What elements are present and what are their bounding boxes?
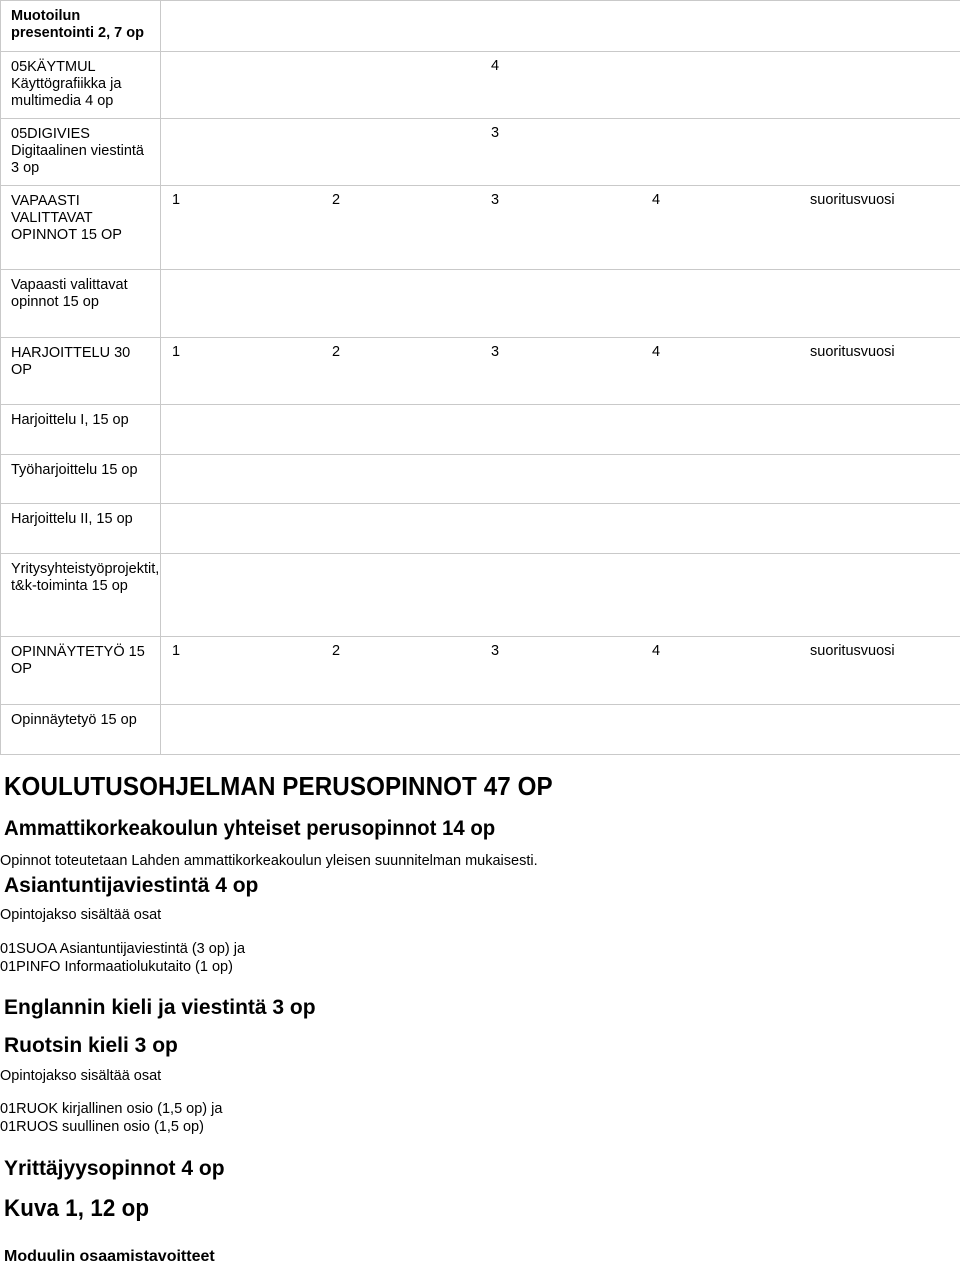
table-cell-years	[161, 270, 960, 338]
section-heading: Ammattikorkeakoulun yhteiset perusopinnot 14 op	[4, 817, 496, 840]
table-row	[1, 338, 960, 405]
table-cell-years	[161, 405, 960, 455]
table-row	[1, 1, 960, 52]
table-cell-course: Opinnäytetyö 15 op	[1, 705, 161, 755]
course-title: Englannin kieli ja viestintä 3 op	[4, 996, 316, 1019]
year-label: suoritusvuosi	[810, 643, 895, 659]
table-cell-years	[161, 186, 960, 270]
year-3: 3	[491, 643, 500, 659]
table-row	[1, 455, 960, 504]
table-cell-course: VAPAASTI VALITTAVAT OPINNOT 15 OP	[1, 186, 161, 270]
table-cell-years	[161, 119, 960, 186]
course-part: 01SUOA Asiantuntijaviestintä (3 op) ja	[0, 941, 246, 957]
table-row	[1, 405, 960, 455]
table-cell-years	[161, 338, 960, 405]
course-part: 01PINFO Informaatiolukutaito (1 op)	[0, 959, 233, 975]
table-cell-years	[161, 504, 960, 554]
table-cell-years	[161, 1, 960, 52]
year-label: suoritusvuosi	[810, 344, 895, 360]
year-value: 3	[491, 125, 500, 141]
year-2: 2	[332, 643, 341, 659]
table-row	[1, 119, 960, 186]
table-cell-years	[161, 52, 960, 119]
year-1: 1	[172, 643, 181, 659]
year-1: 1	[172, 192, 181, 208]
table-cell-years	[161, 455, 960, 504]
year-2: 2	[332, 344, 341, 360]
table-cell-course: HARJOITTELU 30 OP	[1, 338, 161, 405]
table-cell-years	[161, 637, 960, 705]
year-4: 4	[652, 344, 661, 360]
table-row	[1, 186, 960, 270]
table-cell-course: 05DIGIVIES Digitaalinen viestintä 3 op	[1, 119, 161, 186]
year-4: 4	[652, 643, 661, 659]
table-cell-course: OPINNÄYTETYÖ 15 OP	[1, 637, 161, 705]
year-1: 1	[172, 344, 181, 360]
year-value: 4	[491, 58, 500, 74]
course-part: 01RUOS suullinen osio (1,5 op)	[0, 1119, 204, 1135]
course-part: 01RUOK kirjallinen osio (1,5 op) ja	[0, 1101, 223, 1117]
table-row	[1, 270, 960, 338]
table-row	[1, 554, 960, 637]
table-cell-years	[161, 705, 960, 755]
year-4: 4	[652, 192, 661, 208]
module-subtitle: Moduulin osaamistavoitteet	[4, 1248, 215, 1265]
year-3: 3	[491, 344, 500, 360]
year-label: suoritusvuosi	[810, 192, 895, 208]
table-cell-course: Harjoittelu I, 15 op	[1, 405, 161, 455]
table-cell-course: Muotoilun presentointi 2, 7 op	[1, 1, 161, 52]
course-subtitle: Opintojakso sisältää osat	[0, 907, 162, 923]
table-cell-course: Työharjoittelu 15 op	[1, 455, 161, 504]
year-3: 3	[491, 192, 500, 208]
main-heading: KOULUTUSOHJELMAN PERUSOPINNOT 47 OP	[4, 771, 553, 801]
year-2: 2	[332, 192, 341, 208]
table-row	[1, 52, 960, 119]
table-cell-course: Harjoittelu II, 15 op	[1, 504, 161, 554]
table-cell-course: Yritysyhteistyöprojektit, t&k-toiminta 15 op	[1, 554, 161, 637]
course-title: Ruotsin kieli 3 op	[4, 1034, 178, 1057]
course-subtitle: Opintojakso sisältää osat	[0, 1068, 162, 1084]
table-row	[1, 705, 960, 755]
course-title: Yrittäjyysopinnot 4 op	[4, 1157, 225, 1180]
module-title: Kuva 1, 12 op	[4, 1195, 150, 1222]
table-row	[1, 504, 960, 554]
table-cell-years	[161, 554, 960, 637]
table-cell-course: 05KÄYTMUL Käyttögrafiikka ja multimedia 4 op	[1, 52, 161, 119]
table-row	[1, 637, 960, 705]
table-cell-course: Vapaasti valittavat opinnot 15 op	[1, 270, 161, 338]
course-title: Asiantuntijaviestintä 4 op	[4, 874, 259, 897]
section-note: Opinnot toteutetaan Lahden ammattikorkeakoulun yleisen suunnitelman mukaisesti.	[0, 853, 538, 869]
